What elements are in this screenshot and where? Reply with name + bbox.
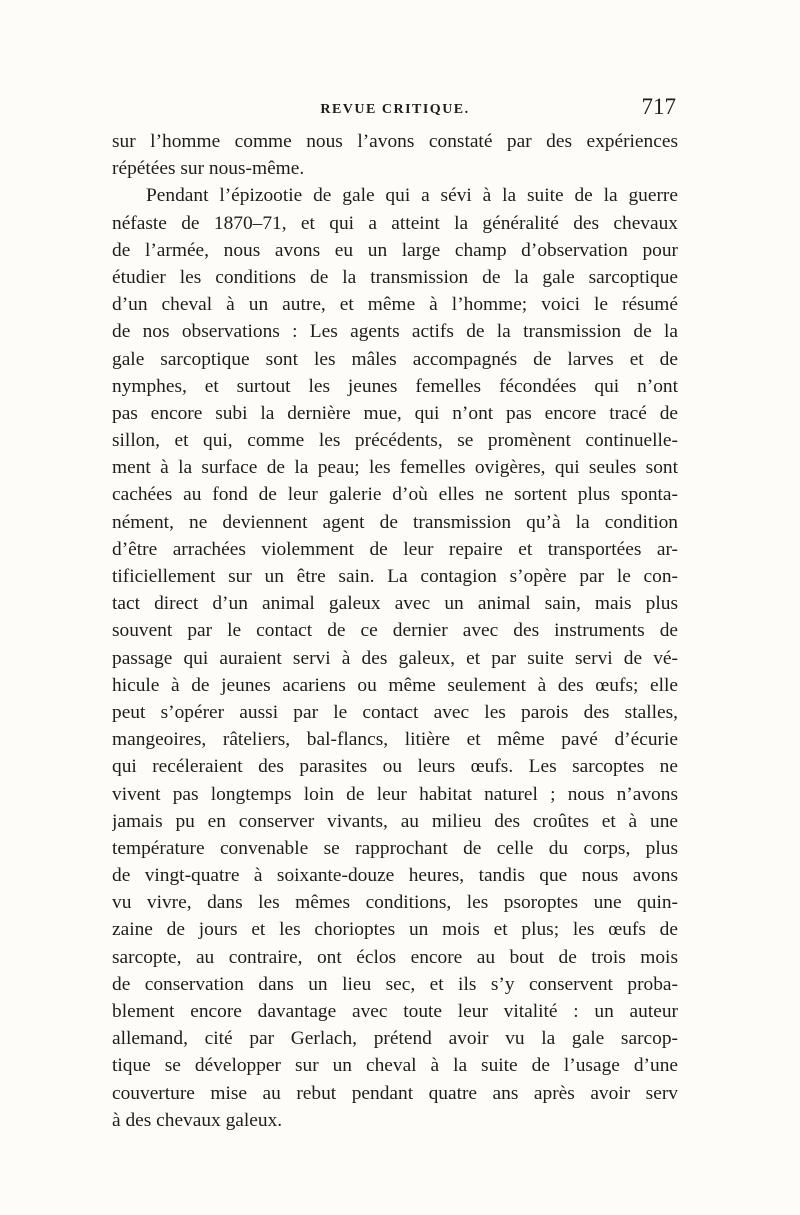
text-line: nément, ne deviennent agent de transmission qu’à la condition [112, 511, 678, 533]
text-line: de l’armée, nous avons eu un large champ d’observation pour [112, 239, 678, 261]
text-line: sur l’homme comme nous l’avons constaté par des expériences [112, 131, 678, 152]
text-line: cachées au fond de leur galerie d’où elles ne sortent plus sponta- [112, 484, 678, 506]
text-line: passage qui auraient servi à des galeux, et par suite servi de vé- [112, 647, 678, 669]
text-line: néfaste de 1870–71, et qui a atteint la généralité des chevaux [112, 212, 678, 234]
text-line: Pendant l’épizootie de gale qui a sévi à la suite de la guerre [146, 185, 678, 207]
text-line: d’un cheval à un autre, et même à l’homme; voici le résumé [112, 294, 678, 316]
text-line: mangeoires, râteliers, bal-flancs, litière et même pavé d’écurie [112, 729, 678, 751]
text-line: à des chevaux galeux. [112, 1109, 283, 1131]
text-line: nymphes, et surtout les jeunes femelles fécondées qui n’ont [112, 375, 678, 397]
text-line: zaine de jours et les chorioptes un mois et plus; les œufs de [112, 919, 678, 941]
text-line: de vingt-quatre à soixante-douze heures, tandis que nous avons [112, 865, 678, 887]
body-text [112, 128, 678, 1134]
text-line: allemand, cité par Gerlach, prétend avoir vu la gale sarcop- [112, 1028, 678, 1050]
text-line: répétées sur nous-même. [112, 158, 305, 180]
text-line: qui recéleraient des parasites ou leurs œufs. Les sarcoptes ne [112, 756, 678, 778]
text-line: sarcopte, au contraire, ont éclos encore au bout de trois mois [112, 946, 678, 968]
text-line: température convenable se rapprochant de celle du corps, plus [112, 837, 678, 859]
text-line: couverture mise au rebut pendant quatre ans après avoir serv [112, 1082, 678, 1104]
text-line: jamais pu en conserver vivants, au milieu des croûtes et à une [112, 810, 678, 832]
text-line: gale sarcoptique sont les mâles accompagnés de larves et de [112, 348, 678, 370]
text-line: d’être arrachées violemment de leur repaire et transportées ar- [112, 538, 678, 560]
text-line: de conservation dans un lieu sec, et ils s’y conservent proba- [112, 973, 678, 995]
text-line: tact direct d’un animal galeux avec un animal sain, mais plus [112, 593, 678, 615]
text-line: blement encore davantage avec toute leur vitalité : un auteur [112, 1001, 678, 1022]
page-header [112, 94, 678, 124]
page-number: 717 [641, 94, 676, 119]
text-line: de nos observations : Les agents actifs de la transmission de la [112, 321, 678, 343]
text-line: sillon, et qui, comme les précédents, se promènent continuelle- [112, 430, 678, 452]
text-line: hicule à de jeunes acariens ou même seulement à des œufs; elle [112, 674, 678, 696]
text-line: ment à la surface de la peau; les femelles ovigères, qui seules sont [112, 457, 678, 479]
text-line: tificiellement sur un être sain. La contagion s’opère par le con- [112, 566, 678, 587]
text-line: pas encore subi la dernière mue, qui n’ont pas encore tracé de [112, 402, 678, 424]
text-line: souvent par le contact de ce dernier avec des instruments de [112, 620, 678, 642]
running-title: REVUE CRITIQUE. [320, 102, 470, 117]
text-line: vivent pas longtemps loin de leur habitat naturel ; nous n’avons [112, 783, 678, 805]
text-line: étudier les conditions de la transmission de la gale sarcoptique [112, 266, 678, 288]
text-line: vu vivre, dans les mêmes conditions, les psoroptes une quin- [112, 892, 678, 914]
text-line: peut s’opérer aussi par le contact avec les parois des stalles, [112, 701, 678, 723]
text-line: tique se développer sur un cheval à la suite de l’usage d’une [112, 1055, 678, 1077]
